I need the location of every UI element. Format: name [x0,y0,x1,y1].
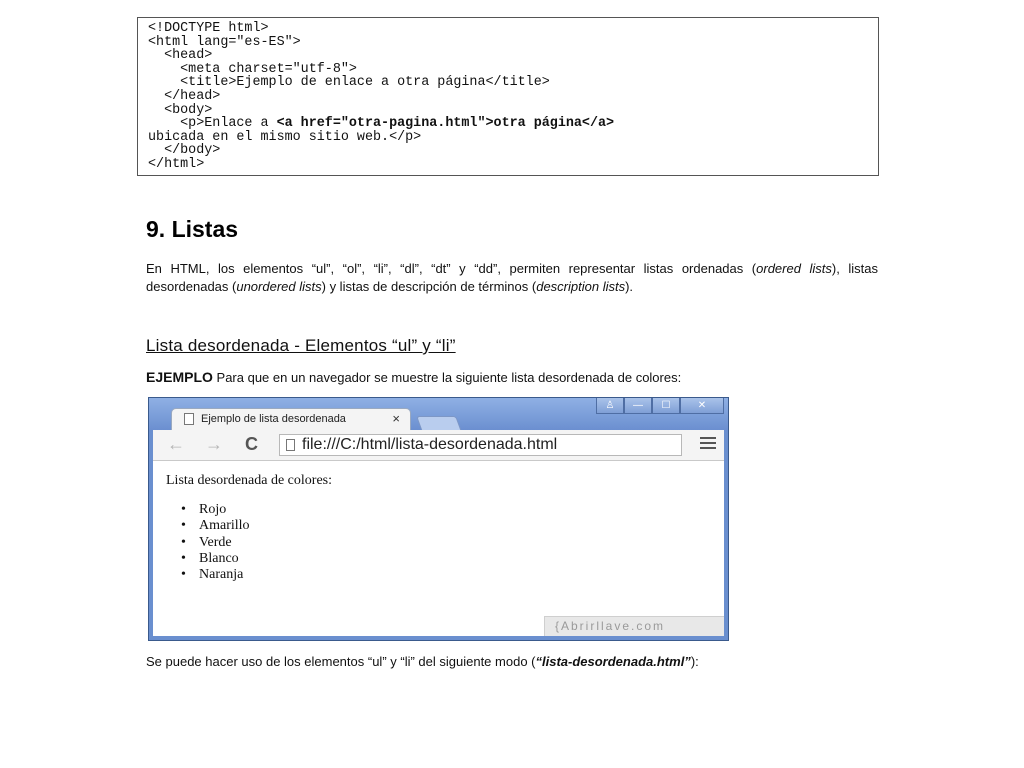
code-line: <html lang="es-ES"> [148,34,301,50]
close-tab-icon[interactable]: × [392,411,400,426]
text: Se puede hacer uso de los elementos “ul” y “li” del siguiente modo ( [146,654,536,669]
list-item: • Amarillo [199,518,250,534]
section-title: 9. Listas [146,216,239,242]
example-text: Para que en un navegador se muestre la siguiente lista desordenada de colores: [212,370,682,385]
italic-term: ordered lists [756,261,832,276]
file-name: “lista-desordenada.html” [535,654,691,669]
list-item: • Blanco [199,551,250,567]
code-text: <p>Enlace a [148,116,277,132]
page-icon [184,413,194,425]
code-line: </head> [148,88,221,104]
forward-arrow-icon[interactable]: → [205,434,223,454]
list-item: • Rojo [199,502,250,518]
intro-paragraph [146,260,878,295]
code-line: <title>Ejemplo de enlace a otra página</title> [148,75,550,91]
code-line: </body> [148,143,221,159]
code-line: <!DOCTYPE html> [148,21,269,36]
text: ) y listas de descripción de términos ( [321,278,537,294]
text: ), listas desordenadas ( [146,261,878,294]
subheading: Lista desordenada - Elementos “ul” y “li” [146,336,456,355]
code-line-anchor [148,117,878,131]
address-bar[interactable] [279,434,682,456]
code-line: </html> [148,156,205,172]
user-icon[interactable]: ♙ [596,398,624,414]
window-controls [596,398,724,415]
maximize-button[interactable]: ☐ [652,398,680,414]
browser-tab[interactable] [171,408,411,430]
code-line: <meta charset="utf-8"> [148,61,357,77]
text: En HTML, los elementos “ul”, “ol”, “li”, “dl”, “dt” y “dd”, permiten representar listas ordenadas ( [146,261,757,276]
color-list [199,502,250,583]
list-heading: Lista desordenada de colores: [166,473,332,488]
code-snippet [137,17,879,176]
example-line [146,369,681,385]
menu-icon[interactable] [700,437,716,452]
reload-icon[interactable]: C [245,434,258,454]
url-text: file:///C:/html/lista-desordenada.html [302,436,558,453]
list-item: • Naranja [199,567,250,583]
code-anchor-bold: <a href="otra-pagina.html">otra página</a> [276,116,615,132]
tab-title: Ejemplo de lista desordenada [201,413,346,425]
text: ). [625,278,634,294]
closing-line [146,654,699,669]
text: ): [690,654,699,669]
browser-window [148,397,729,641]
code-line: <body> [148,102,213,118]
browser-toolbar [153,430,724,461]
list-item: • Verde [199,535,250,551]
italic-term: description lists [536,278,626,294]
close-button[interactable]: ✕ [680,398,724,414]
watermark: {Abrirllave.com [544,616,724,636]
page-icon [286,439,295,451]
code-line: ubicada en el mismo sitio web.</p> [148,129,422,145]
back-arrow-icon[interactable]: ← [167,434,185,454]
italic-term: unordered lists [236,278,322,294]
example-label: EJEMPLO [146,369,213,385]
minimize-button[interactable]: — [624,398,652,414]
page-viewport [153,461,724,636]
title-bar [149,398,728,430]
code-line: <head> [148,48,213,64]
